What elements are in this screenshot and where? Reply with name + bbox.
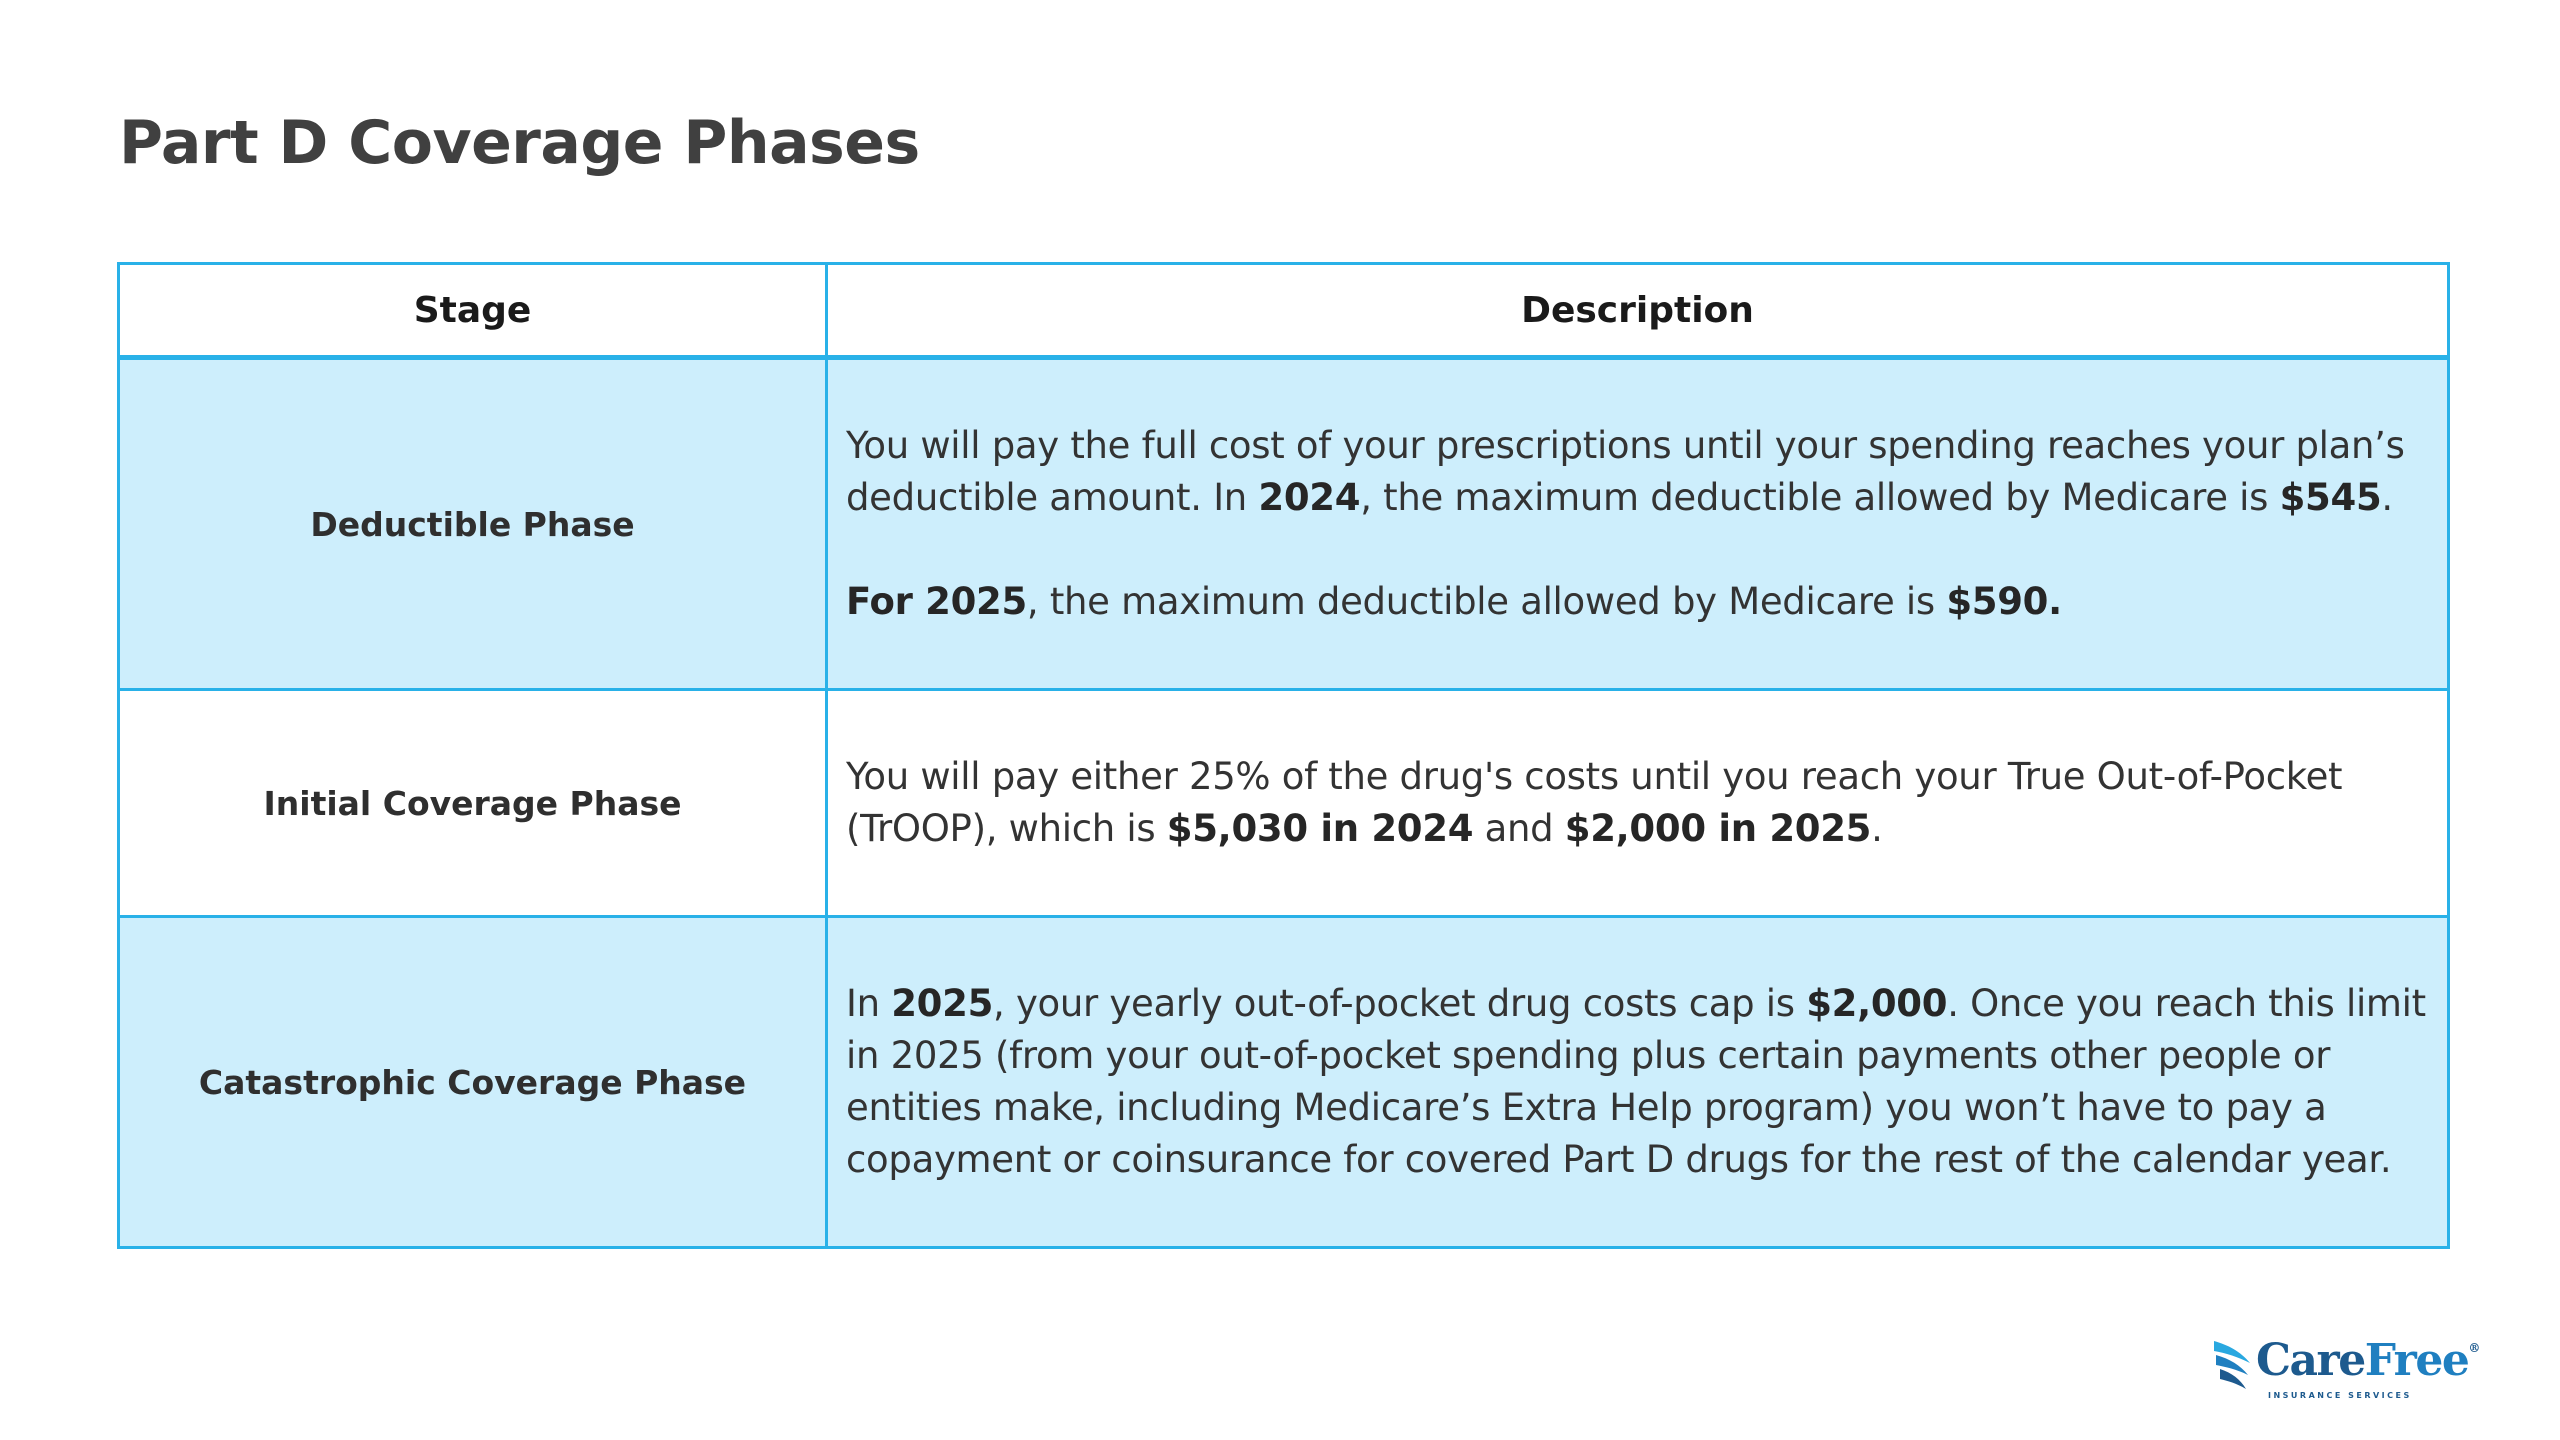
header-stage: Stage bbox=[119, 264, 827, 358]
text-run: . Once you reach this limit in 2025 (from your out-of-pocket spending plus certain payments other people or entities make, including Medicare’s Extra Help program) you won’t have to pay a copayment or coinsurance for covered Part D drugs for the rest of the calendar year. bbox=[846, 982, 2426, 1181]
text-run: You will pay either 25% of the drug's costs until you reach your True Out-of-Pocket (TrOOP), which is bbox=[846, 755, 2343, 850]
stage-cell: Initial Coverage Phase bbox=[119, 690, 827, 917]
logo-free: Free bbox=[2364, 1335, 2469, 1386]
description-paragraph bbox=[846, 580, 2062, 623]
logo-wordmark bbox=[2256, 1335, 2479, 1386]
registered-mark: ® bbox=[2468, 1341, 2479, 1355]
bold-run: $5,030 in 2024 bbox=[1166, 807, 1474, 850]
text-run: and bbox=[1473, 807, 1565, 850]
description-paragraph bbox=[846, 424, 2405, 519]
bold-run: $2,000 bbox=[1806, 982, 1948, 1025]
carefree-logo bbox=[2210, 1335, 2479, 1405]
description-cell bbox=[827, 358, 2449, 690]
logo-tagline: INSURANCE SERVICES bbox=[2268, 1391, 2412, 1400]
bold-run: $590. bbox=[1946, 580, 2062, 623]
table-header-row bbox=[119, 264, 2449, 358]
header-description: Description bbox=[827, 264, 2449, 358]
logo-care: Care bbox=[2256, 1335, 2365, 1386]
text-run: In bbox=[846, 982, 892, 1025]
page-title: Part D Coverage Phases bbox=[119, 108, 920, 178]
bold-run: $545 bbox=[2279, 476, 2382, 519]
table-row bbox=[119, 358, 2449, 690]
text-run: . bbox=[1871, 807, 1883, 850]
description-paragraph bbox=[846, 755, 2342, 850]
coverage-phases-table bbox=[117, 262, 2450, 1249]
wing-icon bbox=[2210, 1337, 2254, 1397]
stage-cell: Deductible Phase bbox=[119, 358, 827, 690]
table-row bbox=[119, 917, 2449, 1248]
text-run: You will pay the full cost of your prescriptions until your spending reaches your plan’s deductible amount. In bbox=[846, 424, 2405, 519]
text-run: , the maximum deductible allowed by Medicare is bbox=[1360, 476, 2280, 519]
text-run: . bbox=[2381, 476, 2393, 519]
text-run: , your yearly out-of-pocket drug costs cap is bbox=[993, 982, 1807, 1025]
paragraph-gap bbox=[846, 524, 2443, 576]
description-paragraph bbox=[846, 982, 2426, 1181]
bold-run: 2025 bbox=[891, 982, 994, 1025]
description-cell bbox=[827, 690, 2449, 917]
text-run: , the maximum deductible allowed by Medicare is bbox=[1026, 580, 1947, 623]
table-row bbox=[119, 690, 2449, 917]
description-cell bbox=[827, 917, 2449, 1248]
bold-run: 2024 bbox=[1258, 476, 1361, 519]
stage-cell: Catastrophic Coverage Phase bbox=[119, 917, 827, 1248]
bold-run: $2,000 in 2025 bbox=[1564, 807, 1872, 850]
bold-run: For 2025 bbox=[846, 580, 1027, 623]
